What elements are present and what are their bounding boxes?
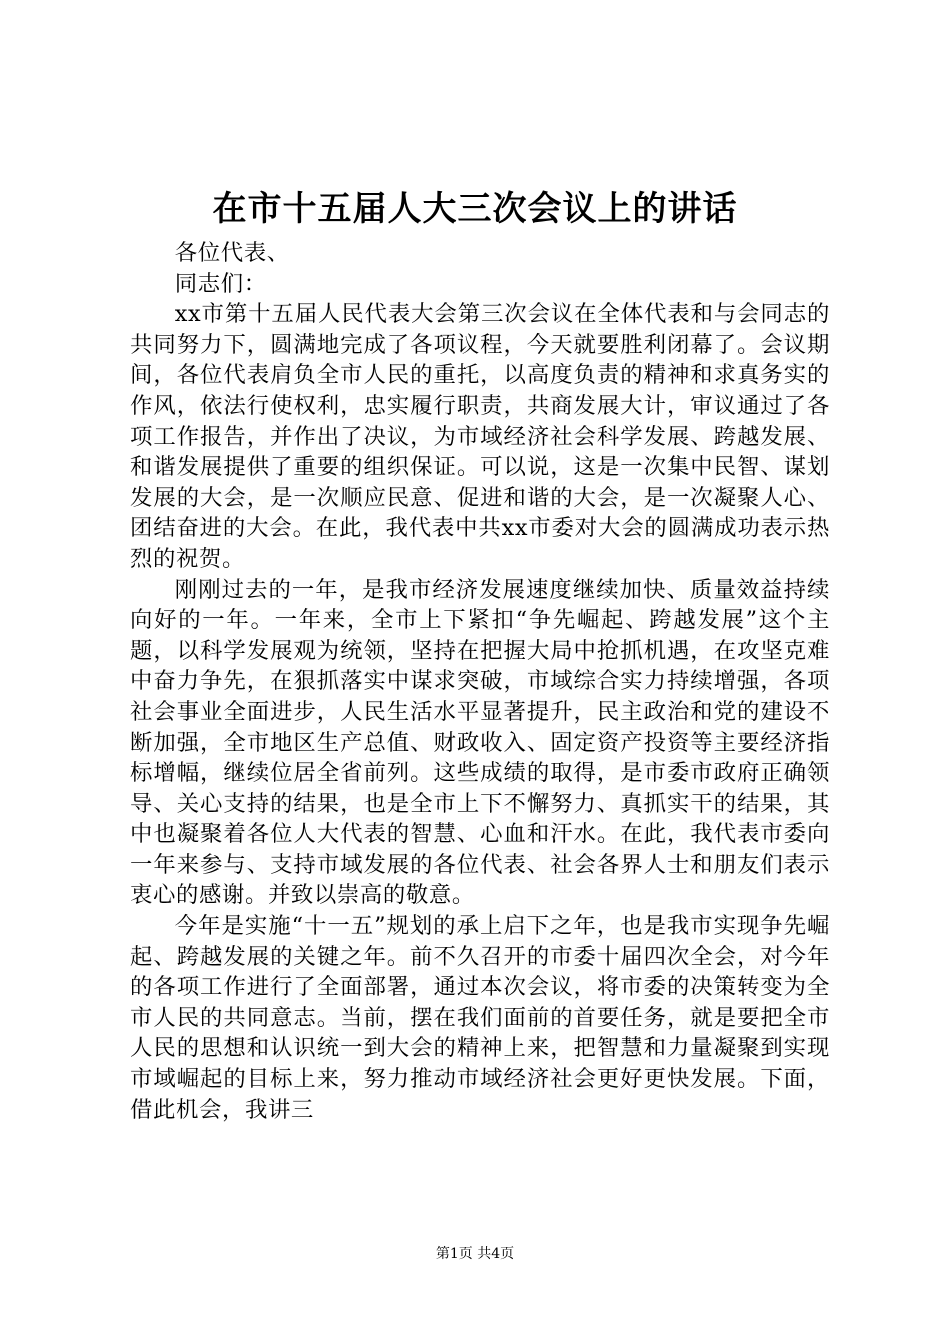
body-paragraph: 今年是实施“十一五”规划的承上启下之年，也是我市实现争先崛起、跨越发展的关键之年。前不久召开的市委十届四次全会，对今年的各项工作进行了全面部署，通过本次会议，将市委的决策转变为全市人民的共同意志。当前，摆在我们面前的首要任务，就是要把全市人民的思想和认识统一到大会的精神上来，把智慧和力量凝聚到实现市域崛起的目标上来，努力推动市域经济社会更好更快发展。下面，借此机会，我讲三 — [130, 913, 830, 1123]
document-body — [130, 238, 830, 1125]
body-paragraph: xx市第十五届人民代表大会第三次会议在全体代表和与会同志的共同努力下，圆满地完成了各项议程，今天就要胜利闭幕了。会议期间，各位代表肩负全市人民的重托，以高度负责的精神和求真务实的作风，依法行使权利，忠实履行职责，共商发展大计，审议通过了各项工作报告，并作出了决议，为市域经济社会科学发展、跨越发展、和谐发展提供了重要的组织保证。可以说，这是一次集中民智、谋划发展的大会，是一次顺应民意、促进和谐的大会，是一次凝聚人心、团结奋进的大会。在此，我代表中共xx市委对大会的圆满成功表示热烈的祝贺。 — [130, 301, 830, 572]
body-paragraph: 刚刚过去的一年，是我市经济发展速度继续加快、质量效益持续向好的一年。一年来，全市上下紧扣“争先崛起、跨越发展”这个主题，以科学发展观为统领，坚持在把握大局中抢抓机遇，在攻坚克难中奋力争先，在狠抓落实中谋求突破，市域综合实力持续增强，各项社会事业全面进步，人民生活水平显著提升，民主政治和党的建设不断加强，全市地区生产总值、财政收入、固定资产投资等主要经济指标增幅，继续位居全省前列。这些成绩的取得，是市委市政府正确领导、关心支持的结果，也是全市上下不懈努力、真抓实干的结果，其中也凝聚着各位人大代表的智慧、心血和汗水。在此，我代表市委向一年来参与、支持市域发展的各位代表、社会各界人士和朋友们表示衷心的感谢。并致以崇高的敬意。 — [130, 576, 830, 909]
document-title: 在市十五届人大三次会议上的讲话 — [212, 189, 738, 229]
salutation-line: 同志们： — [174, 270, 267, 297]
salutation-line: 各位代表、 — [174, 240, 290, 266]
page-footer: 第1页 共4页 — [435, 1246, 515, 1262]
